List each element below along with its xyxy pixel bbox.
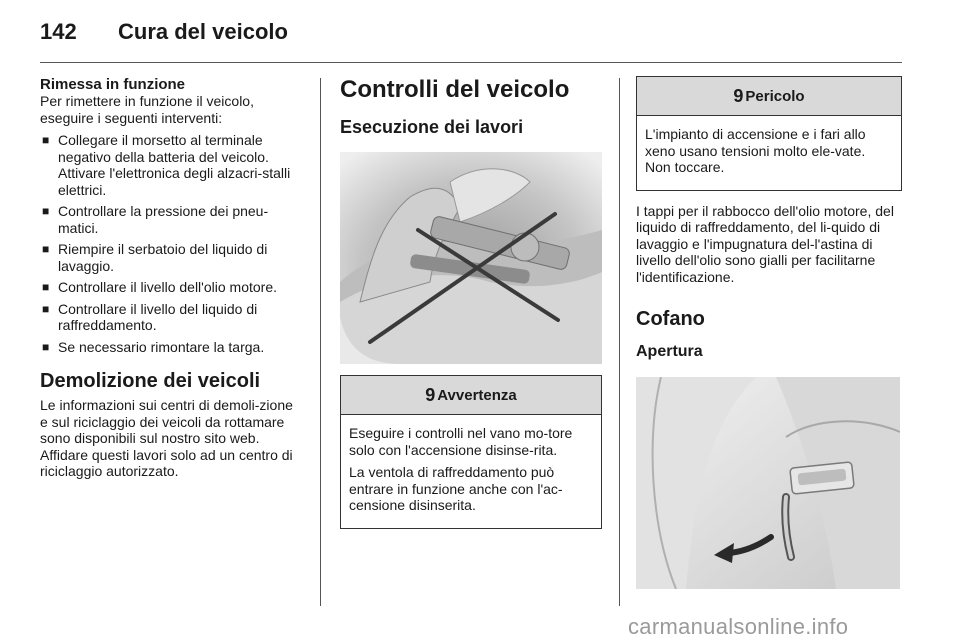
watermark-text: carmanualsonline.info bbox=[628, 614, 849, 639]
engine-bay-illustration bbox=[340, 152, 602, 369]
warning-triangle-icon: 9 bbox=[425, 384, 436, 405]
recommission-heading: Rimessa in funzione bbox=[40, 76, 186, 93]
hood-release-image bbox=[636, 377, 900, 589]
recommission-list bbox=[40, 132, 304, 355]
caps-text: I tappi per il rabbocco dell'olio motore, del liquido di raffreddamento, del li-quido di lavaggio e l'impugnatura del-l'astina di livello dell'olio sono gialli per facilitarne l'identificazione. bbox=[636, 202, 894, 285]
column-divider-1 bbox=[320, 78, 321, 606]
page-number: 142 bbox=[40, 19, 77, 44]
warning-paragraph: La ventola di raffreddamento può entrare in funzione anche con l'ac-censione disinserita. bbox=[349, 464, 563, 513]
hood-heading: Cofano bbox=[636, 308, 705, 330]
danger-box bbox=[636, 76, 902, 191]
engine-bay-image bbox=[340, 152, 602, 364]
list-item: ■ Se necessario rimontare la targa. bbox=[42, 338, 265, 355]
list-item: ■ Controllare il livello del liquido di raffreddamento. bbox=[42, 300, 258, 333]
warning-paragraph: Eseguire i controlli nel vano mo-tore solo con l'accensione disinse-rita. bbox=[349, 425, 573, 458]
page-title: Cura del veicolo bbox=[118, 19, 288, 44]
hood-release-illustration bbox=[636, 377, 902, 594]
demolition-text: Le informazioni sui centri di demoli-zione e sul riciclaggio dei veicoli da rottamare sono disponibili sul nostro sito web. Affidare questi lavori solo ad un centro di riciclaggio autorizzato. bbox=[40, 397, 293, 479]
list-item: ■ Collegare il morsetto al terminale negativo della batteria del veicolo. Attivare l'elettronica degli alzacri-stalli elettrici. bbox=[42, 132, 291, 198]
opening-heading: Apertura bbox=[636, 343, 703, 360]
recommission-intro: Per rimettere in funzione il veicolo, eseguire i seguenti interventi: bbox=[40, 93, 254, 126]
warning-header bbox=[341, 376, 601, 415]
column-right bbox=[636, 76, 902, 594]
list-item: ■ Riempire il serbatoio del liquido di lavaggio. bbox=[42, 241, 268, 274]
header-rule bbox=[40, 62, 902, 63]
page-header bbox=[40, 14, 288, 50]
warning-body bbox=[341, 415, 601, 528]
warning-box bbox=[340, 375, 602, 529]
demolition-heading: Demolizione dei veicoli bbox=[40, 370, 261, 392]
list-item: ■ Controllare il livello dell'olio motore. bbox=[42, 279, 277, 295]
danger-text: L'impianto di accensione e i fari allo xeno usano tensioni molto ele-vate. Non toccare. bbox=[645, 126, 866, 175]
danger-body bbox=[637, 116, 901, 190]
danger-header bbox=[637, 77, 901, 116]
vehicle-checks-heading: Controlli del veicolo bbox=[340, 76, 570, 103]
list-item: ■ Controllare la pressione dei pneu-matici. bbox=[42, 203, 269, 236]
performing-work-heading: Esecuzione dei lavori bbox=[340, 117, 524, 137]
warning-title: Avvertenza bbox=[437, 386, 517, 404]
danger-title: Pericolo bbox=[745, 87, 805, 105]
column-divider-2 bbox=[619, 78, 620, 606]
column-middle bbox=[340, 76, 602, 529]
warning-triangle-icon: 9 bbox=[733, 85, 744, 106]
column-left bbox=[40, 76, 304, 480]
